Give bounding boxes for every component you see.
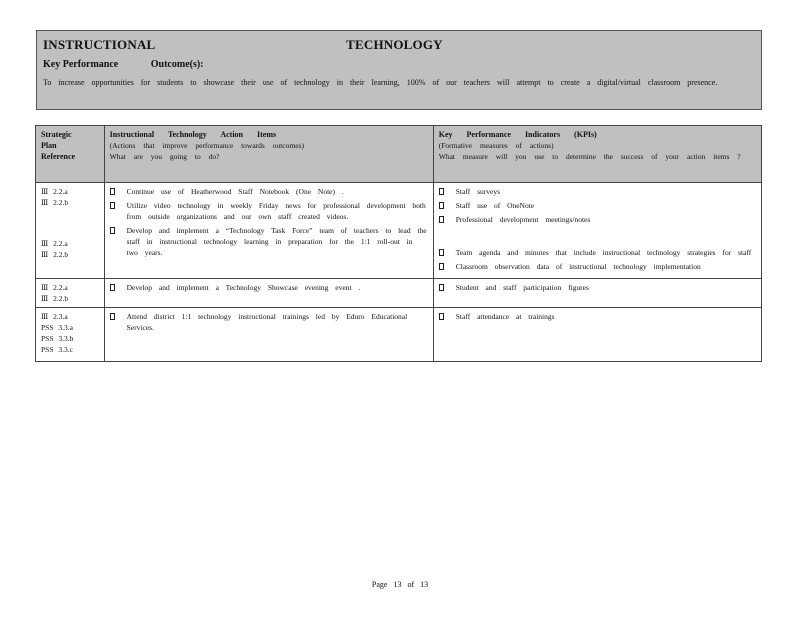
kpi-cell xyxy=(433,183,761,279)
kpo-heading xyxy=(43,59,204,70)
list-item: Attend district 1:1 technology instructional trainings led by Eduro Educational Services. xyxy=(110,311,428,333)
checkbox-icon xyxy=(110,202,115,209)
checkbox-icon xyxy=(439,202,444,209)
checkbox-icon xyxy=(439,249,444,256)
action-plan-table xyxy=(35,125,762,362)
list-item: Professional development meetings/notes xyxy=(439,214,756,225)
table-row xyxy=(36,183,762,279)
list-item: Staff attendance at trainings xyxy=(439,311,756,322)
checkbox-icon xyxy=(110,313,115,320)
table-row xyxy=(36,279,762,308)
checkbox-icon xyxy=(439,188,444,195)
checkbox-icon xyxy=(110,284,115,291)
action-items-cell xyxy=(104,183,433,279)
table-header-row xyxy=(36,126,762,183)
list-item: Continue use of Heatherwood Staff Notebook (One Note) . xyxy=(110,186,428,197)
checkbox-icon xyxy=(439,216,444,223)
list-item: Team agenda and minutes that include instructional technology strategies for staff xyxy=(439,247,756,258)
kpi-cell xyxy=(433,279,761,308)
page-number: Page 13 of 13 xyxy=(371,580,429,589)
list-item: Classroom observation data of instructional technology implementation xyxy=(439,261,756,272)
header-action-items: Instructional Technology Action Items (Actions that improve performance towards outcomes) What are you going to do? xyxy=(104,126,433,183)
header-kpis: Key Performance Indicators (KPIs) (Formative measures of actions) What measure will you use to determine the success of your action items ? xyxy=(433,126,761,183)
reference-cell: Ⅲ 2.3.a PSS 3.3.a PSS 3.3.b PSS 3.3.c xyxy=(36,308,105,362)
list-item: Develop and implement a “Technology Task Force” team of teachers to lead the staff in instructional technology learning in preparation for the 1:1 roll-out in two years. xyxy=(110,225,428,258)
checkbox-icon xyxy=(110,227,115,234)
table-row xyxy=(36,308,762,362)
action-items-cell xyxy=(104,279,433,308)
list-item: Utilize video technology in weekly Friday news for professional development both from outside organizations and our own staff created videos. xyxy=(110,200,428,222)
kpo-part-2: Outcome(s): xyxy=(150,59,204,70)
checkbox-icon xyxy=(439,284,444,291)
checkbox-icon xyxy=(439,313,444,320)
reference-cell: Ⅲ 2.2.a Ⅲ 2.2.b Ⅲ 2.2.a Ⅲ 2.2.b xyxy=(36,183,105,279)
list-item: Staff surveys xyxy=(439,186,756,197)
header-box xyxy=(36,30,762,110)
kpo-part-1: Key Performance xyxy=(43,59,119,70)
reference-cell: Ⅲ 2.2.a Ⅲ 2.2.b xyxy=(36,279,105,308)
list-item: Develop and implement a Technology Showcase evening event . xyxy=(110,282,428,293)
checkbox-icon xyxy=(110,188,115,195)
title-part-1: INSTRUCTIONAL xyxy=(43,37,155,52)
section-title xyxy=(43,37,443,53)
kpi-cell xyxy=(433,308,761,362)
action-items-cell xyxy=(104,308,433,362)
kpo-text: To increase opportunities for students to showcase their use of technology in their learning, 100% of our teachers will attempt to create a digital/virtual classroom presence. xyxy=(43,78,718,87)
checkbox-icon xyxy=(439,263,444,270)
header-strategic-plan-reference: Strategic Plan Reference xyxy=(36,126,105,183)
list-item: Student and staff participation figures xyxy=(439,282,756,293)
title-part-2: TECHNOLOGY xyxy=(346,37,443,52)
list-item: Staff use of OneNote xyxy=(439,200,756,211)
